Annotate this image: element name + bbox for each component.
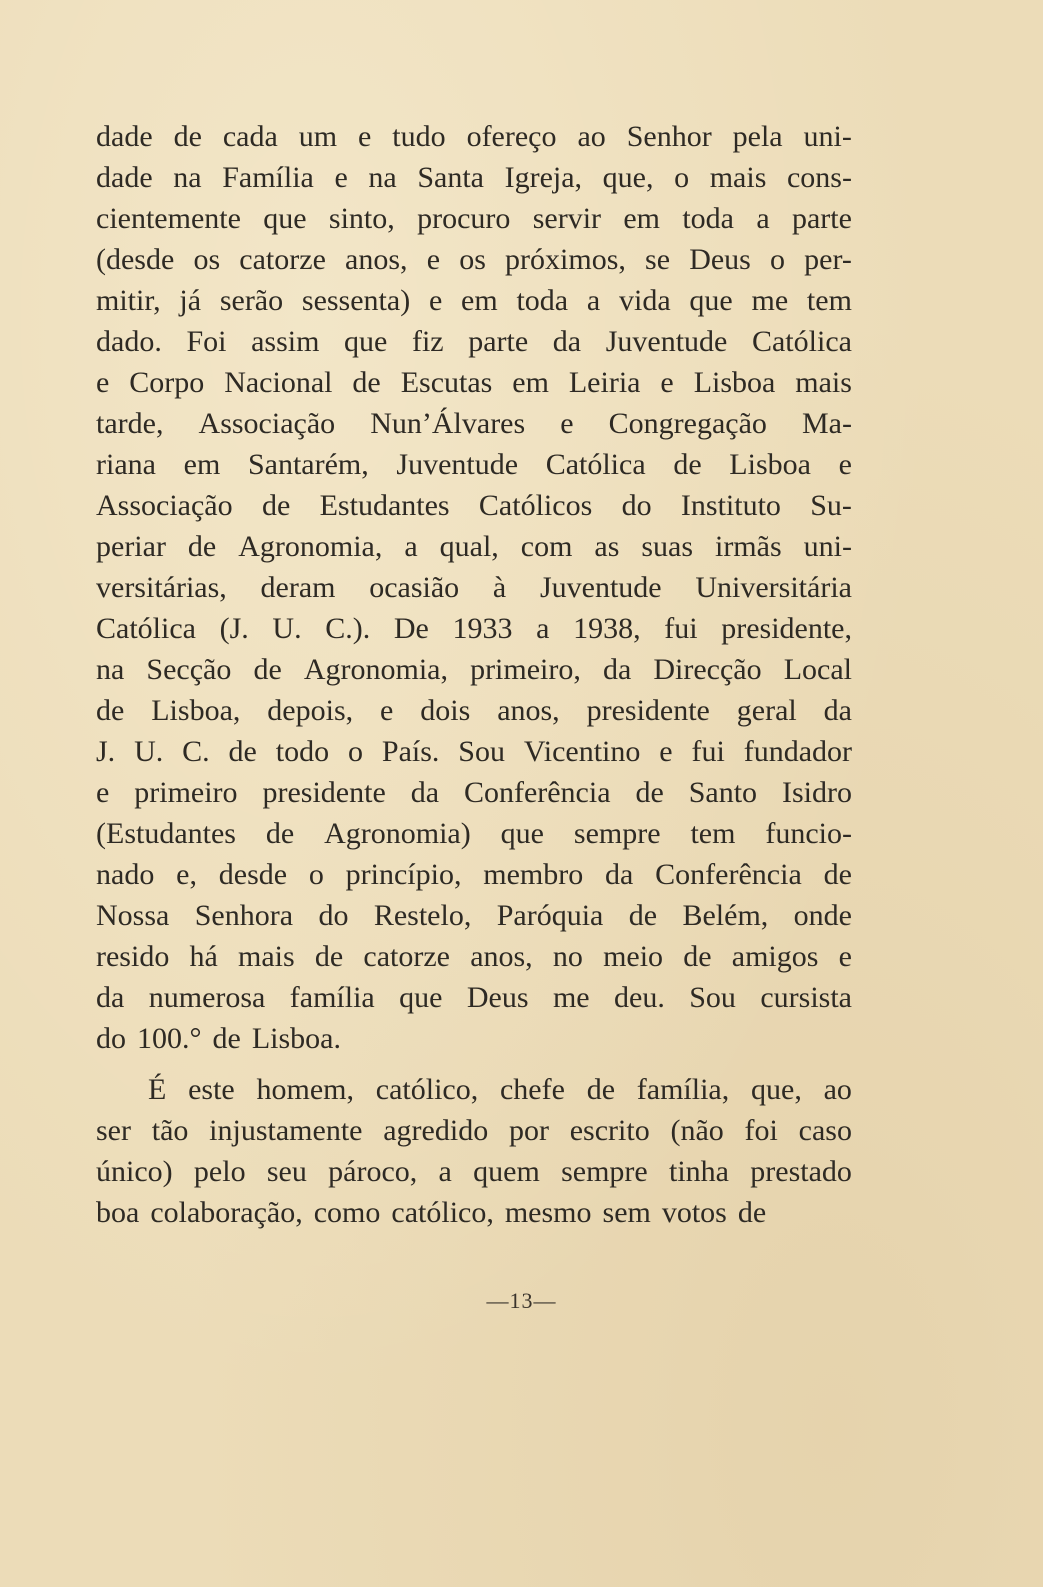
- word: de: [737, 1196, 767, 1229]
- word: (Estudantes: [96, 817, 236, 850]
- text-line: [96, 1069, 852, 1110]
- word: de: [586, 1073, 616, 1106]
- word: que: [263, 202, 307, 235]
- word: De: [393, 612, 429, 645]
- word: as: [594, 530, 620, 563]
- word: Igreja,: [504, 161, 583, 194]
- word: o: [770, 243, 785, 276]
- word: dade: [96, 120, 153, 153]
- word: dado.: [96, 325, 162, 358]
- word: depois,: [267, 694, 354, 727]
- page-body: [96, 116, 852, 1233]
- word: Juventude: [605, 325, 728, 358]
- word: e: [380, 694, 394, 727]
- word: Leiria: [568, 366, 641, 399]
- text-line: [96, 198, 852, 239]
- word: chefe: [499, 1073, 565, 1106]
- word: em: [183, 448, 221, 481]
- word: Lisboa,: [151, 694, 241, 727]
- word: Ma-: [801, 407, 852, 440]
- word: mitir,: [96, 284, 161, 317]
- word: da: [602, 653, 632, 686]
- word: a: [756, 202, 770, 235]
- word: que: [344, 325, 388, 358]
- text-line: [96, 321, 852, 362]
- word: de: [635, 776, 664, 809]
- word: dois: [420, 694, 471, 727]
- word: cada: [222, 120, 278, 153]
- word: desde: [218, 858, 288, 891]
- word: procuro: [417, 202, 511, 235]
- word: Juventude: [396, 448, 519, 481]
- word: do: [96, 1022, 126, 1055]
- word: numerosa: [148, 981, 266, 1014]
- word: vida: [618, 284, 671, 317]
- word: cons-: [786, 161, 852, 194]
- word: em: [623, 202, 661, 235]
- word: seu: [266, 1155, 307, 1188]
- word: e: [428, 284, 443, 317]
- word: um: [298, 120, 338, 153]
- word: pela: [732, 120, 783, 153]
- word: Santa: [417, 161, 484, 194]
- word: de: [96, 694, 125, 727]
- word: deu.: [614, 981, 665, 1014]
- word: Vicentino: [523, 735, 641, 768]
- word: Escutas: [400, 366, 493, 399]
- word: Corpo: [129, 366, 205, 399]
- word: a: [404, 530, 418, 563]
- word: catorze: [239, 243, 326, 276]
- word: Agronomia,: [238, 530, 383, 563]
- word: resido: [96, 940, 170, 973]
- word: toda: [682, 202, 734, 235]
- word: Secção: [146, 653, 232, 686]
- word: já: [179, 284, 202, 317]
- word: em: [461, 284, 498, 317]
- word: quem: [473, 1155, 540, 1188]
- word: na: [173, 161, 202, 194]
- word: fui: [691, 735, 725, 768]
- text-line: [96, 1018, 852, 1059]
- word: 100.°: [137, 1022, 202, 1055]
- word: fiz: [411, 325, 444, 358]
- word: injustamente: [209, 1114, 363, 1147]
- word: Local: [783, 653, 852, 686]
- word: primeiro: [134, 776, 238, 809]
- word: Agronomia): [324, 817, 471, 850]
- word: (não: [670, 1114, 724, 1147]
- word: 1938,: [573, 612, 641, 645]
- word: à: [492, 571, 507, 604]
- word: Belém,: [682, 899, 769, 932]
- word: fundador: [743, 735, 852, 768]
- word: ser: [96, 1114, 131, 1147]
- text-line: [96, 813, 852, 854]
- word: tem: [690, 817, 736, 850]
- word: dade: [96, 161, 153, 194]
- word: boa: [96, 1196, 140, 1229]
- word: no: [552, 940, 583, 973]
- word: per-: [804, 243, 852, 276]
- word: assim: [251, 325, 320, 358]
- word: que,: [751, 1073, 802, 1106]
- word: que: [689, 284, 733, 317]
- word: colaboração,: [150, 1196, 303, 1229]
- word: e: [838, 448, 852, 481]
- word: presidente,: [721, 612, 852, 645]
- word: C.: [182, 735, 210, 768]
- word: suas: [641, 530, 694, 563]
- word: e: [426, 243, 441, 276]
- word: onde: [793, 899, 852, 932]
- word: Congregação: [608, 407, 767, 440]
- word: Santarém,: [247, 448, 369, 481]
- word: da: [605, 858, 634, 891]
- word: Associação: [198, 407, 336, 440]
- word: mais: [238, 940, 295, 973]
- word: e: [96, 366, 110, 399]
- word: Lisboa: [693, 366, 776, 399]
- word: Católica: [751, 325, 852, 358]
- word: meio: [603, 940, 664, 973]
- text-line: [96, 485, 852, 526]
- word: fui: [664, 612, 698, 645]
- word: Agronomia,: [303, 653, 448, 686]
- text-line: [96, 116, 852, 157]
- word: Conferência: [463, 776, 611, 809]
- word: que,: [602, 161, 654, 194]
- word: Nossa: [96, 899, 170, 932]
- word: a: [438, 1155, 452, 1188]
- word: que: [399, 981, 443, 1014]
- word: sessenta): [301, 284, 411, 317]
- word: próximos,: [505, 243, 626, 276]
- word: de: [683, 940, 712, 973]
- word: de: [628, 899, 658, 932]
- word: uni-: [803, 120, 852, 153]
- text-line: [96, 895, 852, 936]
- word: Senhor: [626, 120, 712, 153]
- word: da: [410, 776, 440, 809]
- word: Estudantes: [319, 489, 450, 522]
- word: mais: [709, 161, 767, 194]
- word: sinto,: [328, 202, 395, 235]
- word: de: [173, 120, 202, 153]
- word: Nacional: [224, 366, 333, 399]
- word: de: [352, 366, 381, 399]
- word: e: [838, 940, 852, 973]
- word: de: [253, 653, 282, 686]
- word: tudo: [392, 120, 446, 153]
- word: versitárias,: [96, 571, 227, 604]
- word: sempre: [573, 817, 661, 850]
- word: qual,: [439, 530, 499, 563]
- word: presidente: [586, 694, 710, 727]
- word: família,: [636, 1073, 730, 1106]
- word: do: [318, 899, 349, 932]
- word: pároco,: [328, 1155, 418, 1188]
- word: Deus: [689, 243, 751, 276]
- word: Santo: [688, 776, 758, 809]
- word: tinha: [669, 1155, 730, 1188]
- word: Família: [222, 161, 314, 194]
- text-line: [96, 1151, 852, 1192]
- word: U.: [134, 735, 164, 768]
- word: serão: [219, 284, 284, 317]
- word: servir: [532, 202, 602, 235]
- word: de: [265, 817, 295, 850]
- word: o: [308, 858, 324, 891]
- word: primeiro,: [470, 653, 581, 686]
- text-line: [96, 280, 852, 321]
- word: agredido: [383, 1114, 489, 1147]
- word: de: [212, 1022, 241, 1055]
- word: votos: [661, 1196, 727, 1229]
- text-line: [96, 936, 852, 977]
- word: Sou: [689, 981, 736, 1014]
- word: País.: [381, 735, 440, 768]
- word: Nun’Álvares: [370, 407, 526, 440]
- text-line: [96, 977, 852, 1018]
- word: o: [348, 735, 363, 768]
- word: e,: [176, 858, 197, 891]
- text-line: [96, 567, 852, 608]
- word: na: [96, 653, 125, 686]
- word: da: [96, 981, 125, 1014]
- word: este: [188, 1073, 235, 1106]
- text-line: [96, 1192, 852, 1233]
- word: sempre: [561, 1155, 648, 1188]
- text-line: [96, 772, 852, 813]
- word: de: [228, 735, 257, 768]
- word: presidente: [262, 776, 386, 809]
- word: Direcção: [653, 653, 762, 686]
- word: toda: [516, 284, 569, 317]
- text-line: [96, 403, 852, 444]
- word: Católica: [96, 612, 196, 645]
- word: amigos: [731, 940, 819, 973]
- word: irmãs: [714, 530, 782, 563]
- word: Isidro: [781, 776, 852, 809]
- word: Universitária: [695, 571, 852, 604]
- word: de: [673, 448, 702, 481]
- word: a: [586, 284, 601, 317]
- word: princípio,: [345, 858, 462, 891]
- word: de: [261, 489, 291, 522]
- word: tão: [151, 1114, 189, 1147]
- word: mais: [795, 366, 852, 399]
- word: Católicos: [478, 489, 593, 522]
- word: ocasião: [369, 571, 460, 604]
- word: do: [621, 489, 652, 522]
- word: nado: [96, 858, 155, 891]
- word: ofereço: [466, 120, 557, 153]
- word: com: [520, 530, 573, 563]
- word: Deus: [466, 981, 529, 1014]
- word: cientemente: [96, 202, 241, 235]
- word: por: [508, 1114, 549, 1147]
- word: Lisboa: [729, 448, 811, 481]
- word: família: [289, 981, 375, 1014]
- word: me: [552, 981, 590, 1014]
- text-line: [96, 444, 852, 485]
- word: J.: [96, 735, 116, 768]
- word: e: [560, 407, 574, 440]
- word: da: [552, 325, 582, 358]
- word: os: [193, 243, 221, 276]
- word: foi: [744, 1114, 778, 1147]
- word: ao: [577, 120, 606, 153]
- word: de: [314, 940, 344, 973]
- word: riana: [96, 448, 156, 481]
- word: católico,: [375, 1073, 479, 1106]
- word: sem: [602, 1196, 651, 1229]
- text-line: [96, 608, 852, 649]
- word: U.: [272, 612, 302, 645]
- word: caso: [798, 1114, 852, 1147]
- word: É: [148, 1073, 167, 1106]
- word: cursista: [760, 981, 852, 1014]
- word: e: [660, 366, 674, 399]
- word: geral: [736, 694, 797, 727]
- text-line: [96, 731, 852, 772]
- word: pelo: [193, 1155, 246, 1188]
- word: e: [358, 120, 372, 153]
- page-number: —13—: [486, 1288, 557, 1313]
- word: Católica: [545, 448, 646, 481]
- text-line: [96, 649, 852, 690]
- word: parte: [791, 202, 852, 235]
- word: homem,: [256, 1073, 354, 1106]
- word: os: [459, 243, 486, 276]
- word: Lisboa.: [251, 1022, 341, 1055]
- word: anos,: [345, 243, 408, 276]
- word: catorze: [363, 940, 450, 973]
- paragraph-1: [96, 116, 852, 1059]
- word: C.).: [325, 612, 371, 645]
- word: Restelo,: [373, 899, 472, 932]
- word: Instituto: [680, 489, 781, 522]
- word: e: [334, 161, 348, 194]
- word: Paróquia: [496, 899, 604, 932]
- word: Su-: [810, 489, 852, 522]
- text-line: [96, 854, 852, 895]
- word: e: [659, 735, 673, 768]
- word: Sou: [458, 735, 505, 768]
- word: de: [823, 858, 852, 891]
- word: ao: [823, 1073, 852, 1106]
- text-line: [96, 157, 852, 198]
- word: da: [823, 694, 852, 727]
- word: em: [512, 366, 549, 399]
- word: periar: [96, 530, 166, 563]
- word: Conferência: [655, 858, 802, 891]
- word: o: [674, 161, 690, 194]
- word: todo: [275, 735, 330, 768]
- word: a: [536, 612, 550, 645]
- word: católico,: [391, 1196, 494, 1229]
- word: Juventude: [539, 571, 662, 604]
- word: tem: [806, 284, 852, 317]
- word: prestado: [750, 1155, 852, 1188]
- word: Senhora: [194, 899, 294, 932]
- word: anos,: [497, 694, 560, 727]
- text-line: [96, 690, 852, 731]
- word: (desde: [96, 243, 175, 276]
- word: escrito: [569, 1114, 650, 1147]
- word: anos,: [470, 940, 533, 973]
- word: na: [368, 161, 397, 194]
- word: (J.: [219, 612, 249, 645]
- word: uni-: [803, 530, 852, 563]
- word: tarde,: [96, 407, 164, 440]
- text-line: [96, 239, 852, 280]
- paragraph-2: [96, 1069, 852, 1233]
- word: parte: [468, 325, 529, 358]
- word: Foi: [186, 325, 227, 358]
- text-line: [96, 526, 852, 567]
- text-line: [96, 1110, 852, 1151]
- word: de: [187, 530, 217, 563]
- word: me: [751, 284, 789, 317]
- word: 1933: [452, 612, 513, 645]
- word: Associação: [96, 489, 233, 522]
- word: há: [189, 940, 218, 973]
- word: e: [96, 776, 110, 809]
- word: mesmo: [504, 1196, 592, 1229]
- word: membro: [483, 858, 584, 891]
- word: que: [500, 817, 544, 850]
- text-line: [96, 362, 852, 403]
- word: deram: [260, 571, 336, 604]
- word: único): [96, 1155, 173, 1188]
- word: funcio-: [765, 817, 852, 850]
- word: como: [313, 1196, 381, 1229]
- word: se: [645, 243, 671, 276]
